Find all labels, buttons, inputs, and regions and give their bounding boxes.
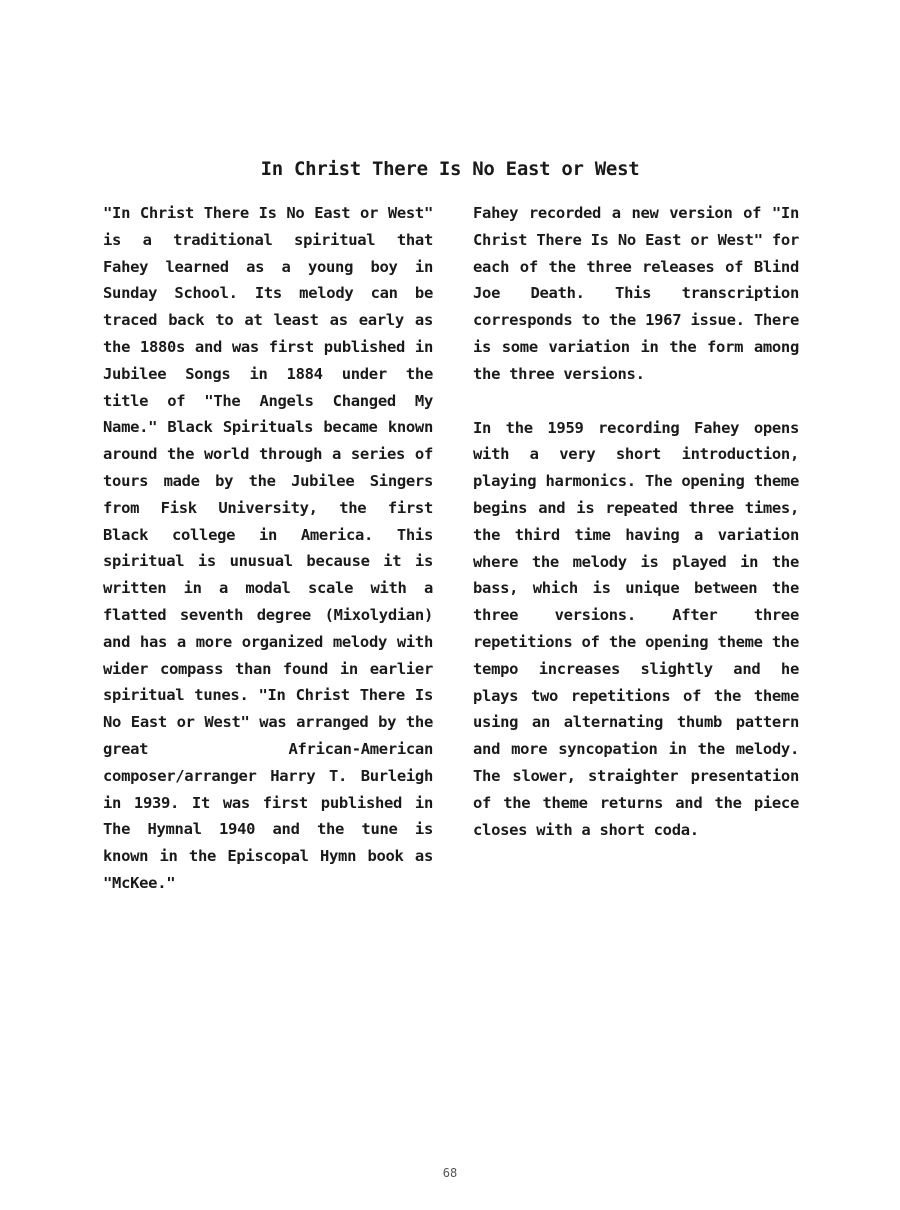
left-column <box>103 200 433 924</box>
right-column-paragraph-1: Fahey recorded a new version of "In Christ There Is No East or West" for each of the three releases of Blind Joe Death. This transcription corresponds to the 1967 issue. There is some variation in the form among the three versions. <box>473 204 799 383</box>
right-column <box>473 200 799 870</box>
right-column-paragraph-2: In the 1959 recording Fahey opens with a very short introduction, playing harmonics. The opening theme begins and is repeated three times, the third time having a variation where the melody is played in the bass, which is unique between the three versions. After three repetitions of the opening theme the tempo increases slightly and he plays two repetitions of the theme using an alternating thumb pattern and more syncopation in the melody. The slower, straighter presentation of the theme returns and the piece closes with a short coda. <box>473 418 799 839</box>
page-number: 68 <box>442 1166 458 1180</box>
page-title: In Christ There Is No East or West <box>260 158 640 180</box>
left-column-paragraph-1: "In Christ There Is No East or West" is a traditional spiritual that Fahey learned as a young boy in Sunday School. Its melody can be traced back to at least as early as the 1880s and was first published in Jubilee Songs in 1884 under the title of "The Angels Changed My Name." Black Spirituals became known around the world through a series of tours made by the Jubilee Singers from Fisk University, the first Black college in America. This spiritual is unusual because it is written in a modal scale with a flatted seventh degree (Mixolydian) and has a more organized melody with wider compass than found in earlier spiritual tunes. "In Christ There Is No East or West" was arranged by the great African-American composer/arranger Harry T. Burleigh in 1939. It was first published in The Hymnal 1940 and the tune is known in the Episcopal Hymn book as "McKee." <box>103 204 433 892</box>
